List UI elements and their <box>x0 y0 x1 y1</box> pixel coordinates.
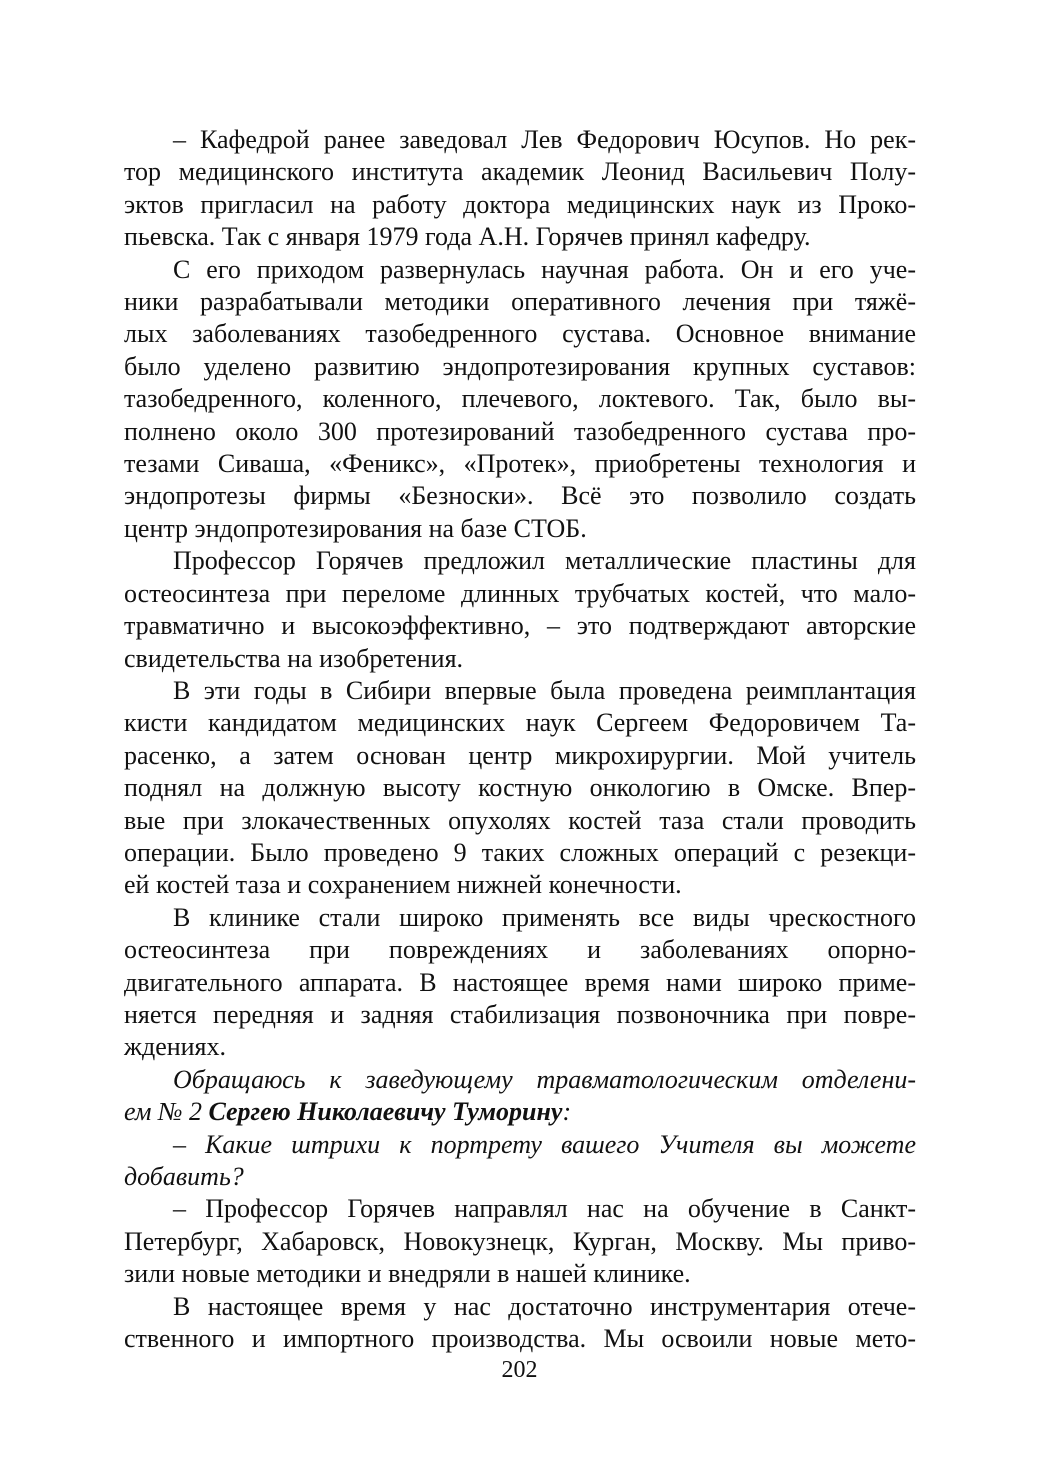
paragraph-5 <box>124 902 916 1064</box>
text-line: добавить? <box>124 1162 244 1191</box>
text-line: тор медицинского института академик Леонид Васильевич Полу- <box>124 157 916 187</box>
paragraph-3 <box>124 545 916 675</box>
text-line: травматично и высокоэффективно, – это подтверждают авторские <box>124 611 916 641</box>
text-line: вые при злокачественных опухолях костей таза стали проводить <box>124 805 916 835</box>
paragraph-2 <box>124 254 916 546</box>
text-line: С его приходом развернулась научная работа. Он и его уче- <box>173 254 916 284</box>
paragraph-4 <box>124 675 916 902</box>
text-line: Профессор Горячев предложил металлические пластины для <box>173 546 916 576</box>
page-body <box>124 124 916 1355</box>
text-line: зили новые методики и внедряли в нашей клинике. <box>124 1259 691 1289</box>
text-line: Петербург, Хабаровск, Новокузнецк, Курган, Москву. Мы приво- <box>124 1226 916 1256</box>
answer-paragraph-1 <box>124 1193 916 1290</box>
paragraph-1 <box>124 124 916 254</box>
text-line: ждениях. <box>124 1032 227 1062</box>
text-line: – Кафедрой ранее заведовал Лев Федорович Юсупов. Но рек- <box>173 125 916 154</box>
text-line: расенко, а затем основан центр микрохирургии. Мой учитель <box>124 740 916 770</box>
answer-paragraph-2 <box>124 1291 916 1356</box>
text-line: тазобедренного, коленного, плечевого, локтевого. Так, было вы- <box>124 384 916 414</box>
text-line: ственного и импортного производства. Мы освоили новые мето- <box>124 1324 916 1354</box>
text-line: эндопротезы фирмы «Безноски». Всё это позволило создать <box>124 481 916 511</box>
text-line: В эти годы в Сибири впервые была проведена реимплантация <box>173 675 916 705</box>
text-line: – Какие штрихи к портрету вашего Учителя вы можете <box>173 1129 916 1159</box>
text-line: поднял на должную высоту костную онкологию в Омске. Впер- <box>124 773 916 803</box>
text-line: было уделено развитию эндопротезирования крупных суставов: <box>124 351 916 381</box>
text-line: полнено около 300 протезирований тазобедренного сустава про- <box>124 416 916 446</box>
text-line: ей костей таза и сохранением нижней конечности. <box>124 870 682 900</box>
page-number: 202 <box>501 1357 538 1383</box>
text-line: пьевска. Так с января 1979 года А.Н. Горячев принял кафедру. <box>124 222 811 252</box>
text-line: двигательного аппарата. В настоящее время нами широко приме- <box>124 967 916 997</box>
text-line: остеосинтеза при переломе длинных трубчатых костей, что мало- <box>124 578 916 608</box>
address-suffix: : <box>562 1097 572 1127</box>
text-line: тезами Сиваша, «Феникс», «Протек», приобретены технология и <box>124 449 916 479</box>
text-line: Обращаюсь к заведующему травматологическим отделени- <box>173 1064 916 1094</box>
text-line: операции. Было проведено 9 таких сложных операций с резекци- <box>124 837 916 867</box>
text-line: эктов пригласил на работу доктора медицинских наук из Проко- <box>124 189 916 219</box>
interviewee-name: Сергею Николаевичу Туморину <box>208 1097 563 1127</box>
text-line: кисти кандидатом медицинских наук Сергеем Федоровичем Та- <box>124 708 916 738</box>
text-line: В настоящее время у нас достаточно инструментария отече- <box>173 1291 916 1321</box>
text-line: – Профессор Горячев направлял нас на обучение в Санкт- <box>173 1194 916 1224</box>
text-line: лых заболеваниях тазобедренного сустава. Основное внимание <box>124 319 916 349</box>
text-line: няется передняя и задняя стабилизация позвоночника при повре- <box>124 999 916 1029</box>
text-line: остеосинтеза при повреждениях и заболеваниях опорно- <box>124 935 916 965</box>
text-line: центр эндопротезирования на базе СТОБ. <box>124 513 587 543</box>
text-line: свидетельства на изобретения. <box>124 643 464 673</box>
address-prefix: ем № 2 <box>124 1097 209 1127</box>
interview-address <box>124 1064 916 1129</box>
text-line: ники разрабатывали методики оперативного лечения при тяжё- <box>124 287 916 317</box>
interview-question <box>124 1129 916 1194</box>
text-line <box>124 1096 916 1128</box>
text-line: В клинике стали широко применять все виды чрескостного <box>173 902 916 932</box>
